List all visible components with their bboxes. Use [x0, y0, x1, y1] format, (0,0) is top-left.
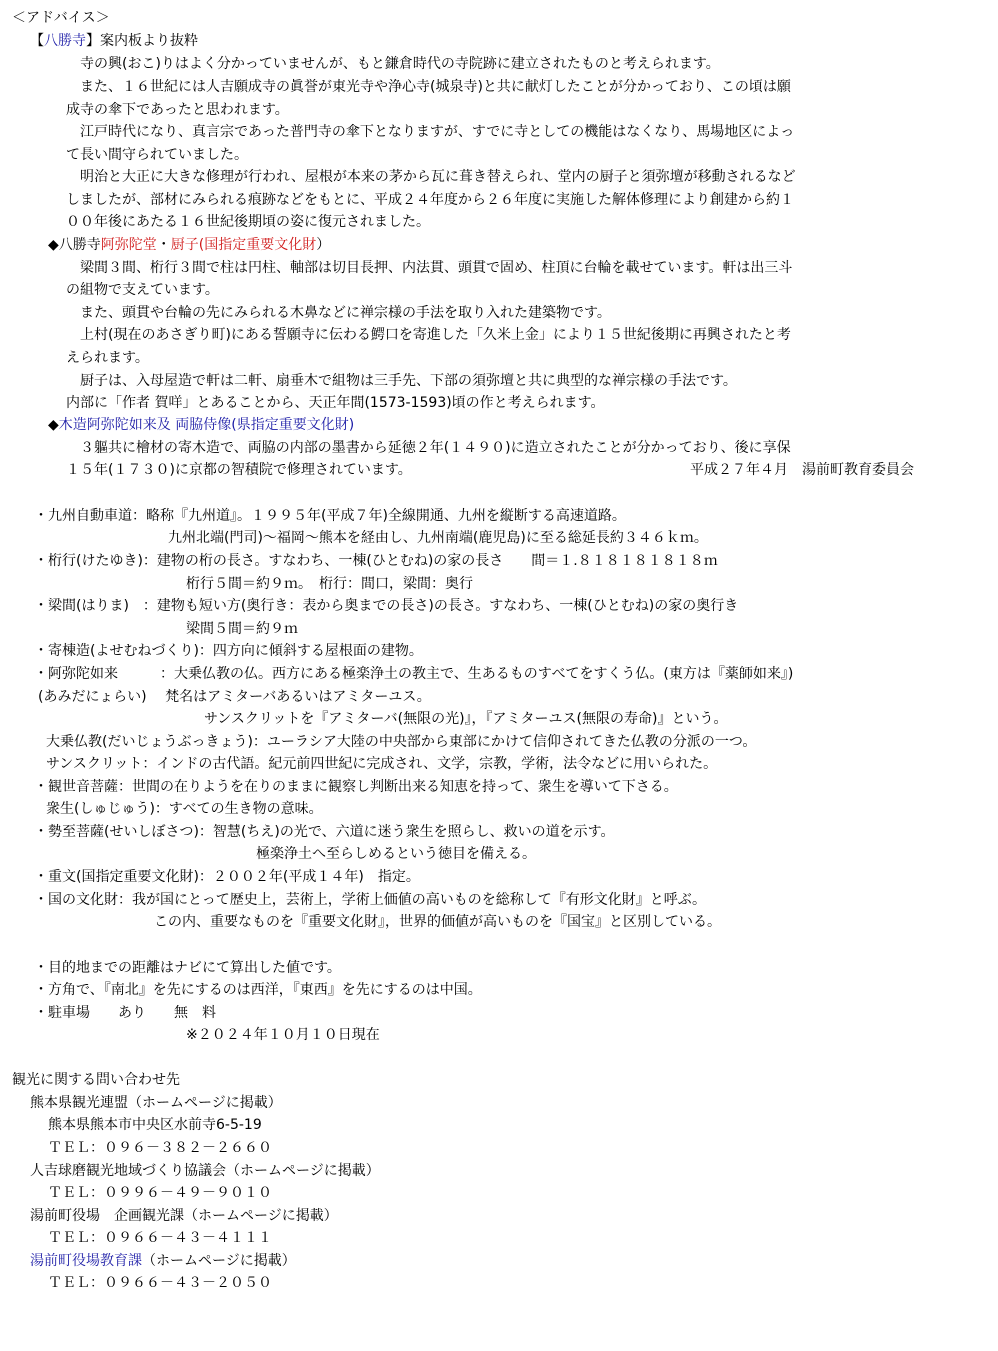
note-line: ・勢至菩薩(せいしぼさつ)：智慧(ちえ)の光で、六道に迷う衆生を照らし、救いの道を示す。 — [34, 824, 615, 840]
paragraph-line: 上村(現在のあさぎり町)にある誓願寺に伝わる鰐口を寄進した「久米上金」により１５世紀後期に再興されたと考 — [80, 327, 791, 343]
advice-heading: ＜アドバイス＞ — [12, 10, 110, 26]
contact-line: 湯前町役場 企画観光課（ホームページに掲載） — [30, 1208, 338, 1224]
paragraph-line: ００年後にあたる１６世紀後期頃の姿に復元されました。 — [66, 214, 430, 230]
paragraph-line: 明治と大正に大きな修理が行われ、屋根が本来の茅から瓦に葺き替えられ、堂内の厨子と須弥壇が移動されるなど — [80, 169, 796, 185]
note-line: ・桁行(けたゆき)：建物の桁の長さ。すなわち、一棟(ひとむね)の家の長さ 間＝１.８１８１８１８１８ｍ — [34, 553, 718, 569]
designation-close: ） — [316, 237, 331, 253]
temple-name: 八勝寺 — [58, 237, 101, 253]
paragraph-line: の組物で支えています。 — [66, 282, 219, 298]
edu-office-suffix: （ホームページに掲載） — [142, 1253, 296, 1269]
amida-hall-title — [48, 235, 330, 255]
note-line: サンスクリット：インドの古代語。紀元前四世紀に完成され、文学，宗教，学術，法令などに用いられた。 — [46, 756, 718, 772]
statues-title — [48, 415, 354, 435]
zushi-name: 厨子 — [170, 237, 199, 253]
paragraph-line: 内部に「作者 賀咩」とあることから、天正年間(1573-1593)頃の作と考えられます。 — [66, 395, 605, 411]
statues-name: 木造阿弥陀如来及 両脇侍像(県指定重要文化財) — [58, 417, 355, 433]
paragraph-line: １５年(１７３０)に京都の智積院で修理されています。 — [66, 462, 412, 478]
note-line: ・重文(国指定重要文化財)：２００２年(平成１４年) 指定。 — [34, 869, 420, 885]
contact-line: 人吉球磨観光地域づくり協議会（ホームページに掲載） — [30, 1163, 380, 1179]
note-line: 九州北端(門司)～福岡～熊本を経由し、九州南端(鹿児島)に至る総延長約３４６ｋｍ。 — [168, 530, 708, 546]
note-line: ・梁間(はりま) ：建物も短い方(奥行き：表から奥までの長さ)の長さ。すなわち、一棟(ひとむね)の家の奥行き — [34, 598, 739, 614]
hachishoji-title — [30, 31, 198, 51]
note-line: ・九州自動車道：略称『九州道』。１９９５年(平成７年)全線開通、九州を縦断する高速道路。 — [34, 508, 626, 524]
bracket-close: 】 — [86, 33, 100, 49]
contact-line: 熊本県観光連盟（ホームページに掲載） — [30, 1095, 282, 1111]
contact-address: 熊本県熊本市中央区水前寺6-5-19 — [48, 1117, 262, 1133]
contacts-heading: 観光に関する問い合わせ先 — [12, 1072, 180, 1088]
note-line: ・目的地までの距離はナビにて算出した値です。 — [34, 960, 341, 976]
note-line: この内、重要なものを『重要文化財』，世界的価値が高いものを『国宝』と区別している。 — [154, 914, 721, 930]
contact-tel: ＴＥＬ：０９９６－４９－９０１０ — [48, 1185, 272, 1201]
note-line: ・阿弥陀如来 ：大乗仏教の仏。西方にある極楽浄土の教主で、生あるものすべてをすくう仏。(東方は『薬師如来』) — [34, 666, 794, 682]
note-line: ・寄棟造(よせむねづくり)：四方向に傾斜する屋根面の建物。 — [34, 643, 423, 659]
note-line: 衆生(しゅじゅう)：すべての生き物の意味。 — [46, 801, 323, 817]
contact-tel: ＴＥＬ：０９６６－４３－２０５０ — [48, 1275, 272, 1291]
note-line: ※２０２４年１０月１０日現在 — [186, 1027, 380, 1043]
paragraph-line: また、頭貫や台輪の先にみられる木鼻などに禅宗様の手法を取り入れた建築物です。 — [80, 305, 611, 321]
paragraph-line: 梁間３間、桁行３間で柱は円柱、軸部は切目長押、内法貫、頭貫で固め、柱頂に台輪を載せています。軒は出三斗 — [80, 260, 793, 276]
paragraph-line: 江戸時代になり、真言宗であった普門寺の傘下となりますが、すでに寺としての機能はなくなり、馬場地区によっ — [80, 124, 795, 140]
bracket-open: 【 — [30, 33, 44, 49]
note-line: ・方角で、『南北』を先にするのは西洋，『東西』を先にするのは中国。 — [34, 982, 482, 998]
contact-tel: ＴＥＬ：０９６６－４３－４１１１ — [48, 1230, 272, 1246]
sign-date: 平成２７年４月 湯前町教育委員会 — [690, 462, 914, 478]
amida-hall-name: 阿弥陀堂 — [100, 237, 157, 253]
diamond-icon: ◆ — [48, 417, 59, 433]
paragraph-line: 厨子は、入母屋造で軒は二軒、扇垂木で組物は三手先、下部の須弥壇と共に典型的な禅宗様の手法です。 — [80, 373, 737, 389]
paragraph-line: えられます。 — [66, 350, 149, 366]
diamond-icon: ◆ — [48, 237, 59, 253]
separator-dot: ・ — [156, 237, 171, 253]
paragraph-line: ３軀共に檜材の寄木造で、両脇の内部の墨書から延徳２年(１４９０)に造立されたことが分かっており、後に享保 — [80, 440, 791, 456]
note-line: 大乗仏教(だいじょうぶっきょう)：ユーラシア大陸の中央部から東部にかけて信仰されてきた仏教の分派の一つ。 — [46, 734, 757, 750]
contact-tel: ＴＥＬ：０９６－３８２－２６６０ — [48, 1140, 272, 1156]
note-line: ・観世音菩薩：世間の在りようを在りのままに観察し判断出来る知恵を持って、衆生を導いて下さる。 — [34, 779, 678, 795]
note-line: 梁間５間＝約９ｍ — [186, 621, 298, 637]
designation-label: (国指定重要文化財 — [198, 237, 317, 253]
contact-line-edu — [30, 1251, 296, 1271]
paragraph-line: 寺の興(おこ)りはよく分かっていませんが、もと鎌倉時代の寺院跡に建立されたものと考えられます。 — [80, 56, 720, 72]
note-line: ・国の文化財：我が国にとって歴史上，芸術上，学術上価値の高いものを総称して『有形文化財』と呼ぶ。 — [34, 892, 706, 908]
paragraph-line: しましたが、部材にみられる痕跡などをもとに、平成２４年度から２６年度に実施した解体修理により創建から約１ — [66, 192, 794, 208]
hachishoji-name: 八勝寺 — [44, 33, 86, 49]
note-line: 極楽浄土へ至らしめるという徳目を備える。 — [256, 846, 536, 862]
paragraph-line: 成寺の傘下であったと思われます。 — [66, 102, 289, 118]
note-line: 桁行５間＝約９ｍ。 桁行：間口，梁間：奥行 — [186, 576, 473, 592]
source-note: 案内板より抜粋 — [100, 33, 198, 49]
note-line: サンスクリットを『アミターバ(無限の光)』，『アミターユス(無限の寿命)』という。 — [204, 711, 728, 727]
note-line: (あみだにょらい) 梵名はアミターバあるいはアミターユス。 — [38, 689, 431, 705]
edu-office-name: 湯前町役場教育課 — [30, 1253, 142, 1269]
note-line: ・駐車場 あり 無 料 — [34, 1005, 216, 1021]
paragraph-line: また、１６世紀には人吉願成寺の眞誉が東光寺や浄心寺(城泉寺)と共に献灯したことが分かっており、この頃は願 — [80, 79, 791, 95]
paragraph-line: て長い間守られていました。 — [66, 147, 248, 163]
